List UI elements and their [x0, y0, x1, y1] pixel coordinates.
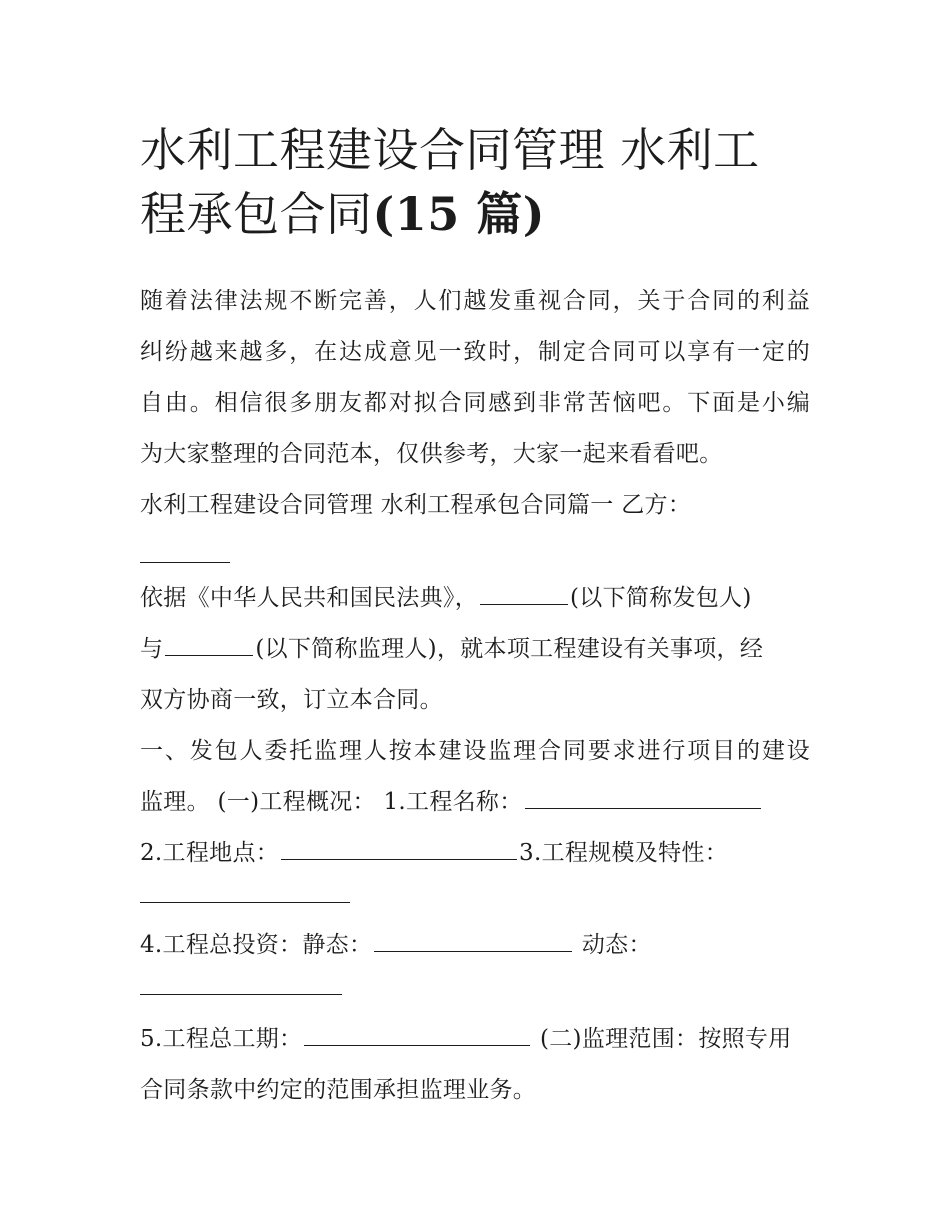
para1-line-2-note: (以下简称监理人)，就本项工程建设有关事项，经 — [255, 636, 764, 662]
location-label: 2.工程地点： — [140, 840, 280, 866]
scope-line-2: 合同条款中约定的范围承担监理业务。 — [140, 1077, 537, 1103]
party-b-line — [140, 540, 230, 572]
scale-label: 3.工程规模及特性： — [519, 840, 728, 866]
clause1-line-1: 一、发包人委托监理人按本建设监理合同要求进行项目的建设 — [140, 738, 810, 764]
para1-line-1 — [140, 582, 752, 614]
para1-line-2 — [140, 633, 763, 665]
title-count: (15 篇) — [372, 187, 546, 241]
scale-blank-line — [140, 880, 350, 912]
duration-blank[interactable] — [304, 1044, 530, 1046]
intro-line-2: 纠纷越来越多，在达成意见一致时，制定合同可以享有一定的 — [140, 339, 810, 365]
static-investment-blank[interactable] — [374, 950, 572, 952]
scale-blank[interactable] — [140, 901, 350, 903]
para1-line-3: 双方协商一致，订立本合同。 — [140, 687, 443, 713]
scope-label: (二)监理范围：按照专用 — [539, 1026, 792, 1052]
dynamic-investment-blank[interactable] — [140, 993, 342, 995]
investment-label: 4.工程总投资：静态： — [140, 932, 373, 958]
duration-label: 5.工程总工期： — [140, 1026, 303, 1052]
para1-line-1-text: 依据《中华人民共和国民法典》， — [140, 585, 478, 611]
location-blank[interactable] — [281, 858, 517, 860]
intro-line-4: 为大家整理的合同范本，仅供参考，大家一起来看看吧。 — [140, 441, 723, 467]
para1-line-2-text: 与 — [140, 636, 164, 662]
document-title — [140, 118, 820, 246]
clause1-line-2 — [140, 786, 763, 818]
intro-line-1: 随着法律法规不断完善，人们越发重视合同，关于合同的利益 — [140, 288, 810, 314]
location-line — [140, 837, 728, 869]
dynamic-label: 动态： — [581, 932, 652, 958]
supervisor-blank[interactable] — [165, 654, 253, 656]
para1-line-1-note: (以下简称发包人) — [570, 585, 752, 611]
project-name-blank[interactable] — [525, 807, 761, 809]
duration-line — [140, 1023, 792, 1055]
dynamic-blank-line — [140, 972, 342, 1004]
title-line-2: 程承包合同 — [140, 187, 373, 241]
party-b-blank[interactable] — [140, 561, 230, 563]
employer-blank[interactable] — [480, 603, 568, 605]
project-name-label: 监理。 (一)工程概况： 1.工程名称： — [140, 789, 523, 815]
section-heading: 水利工程建设合同管理 水利工程承包合同篇一 乙方： — [140, 492, 692, 518]
title-line-1: 水利工程建设合同管理 水利工 — [140, 123, 760, 177]
intro-line-3: 自由。相信很多朋友都对拟合同感到非常苦恼吧。下面是小编 — [140, 390, 810, 416]
investment-line — [140, 929, 652, 961]
